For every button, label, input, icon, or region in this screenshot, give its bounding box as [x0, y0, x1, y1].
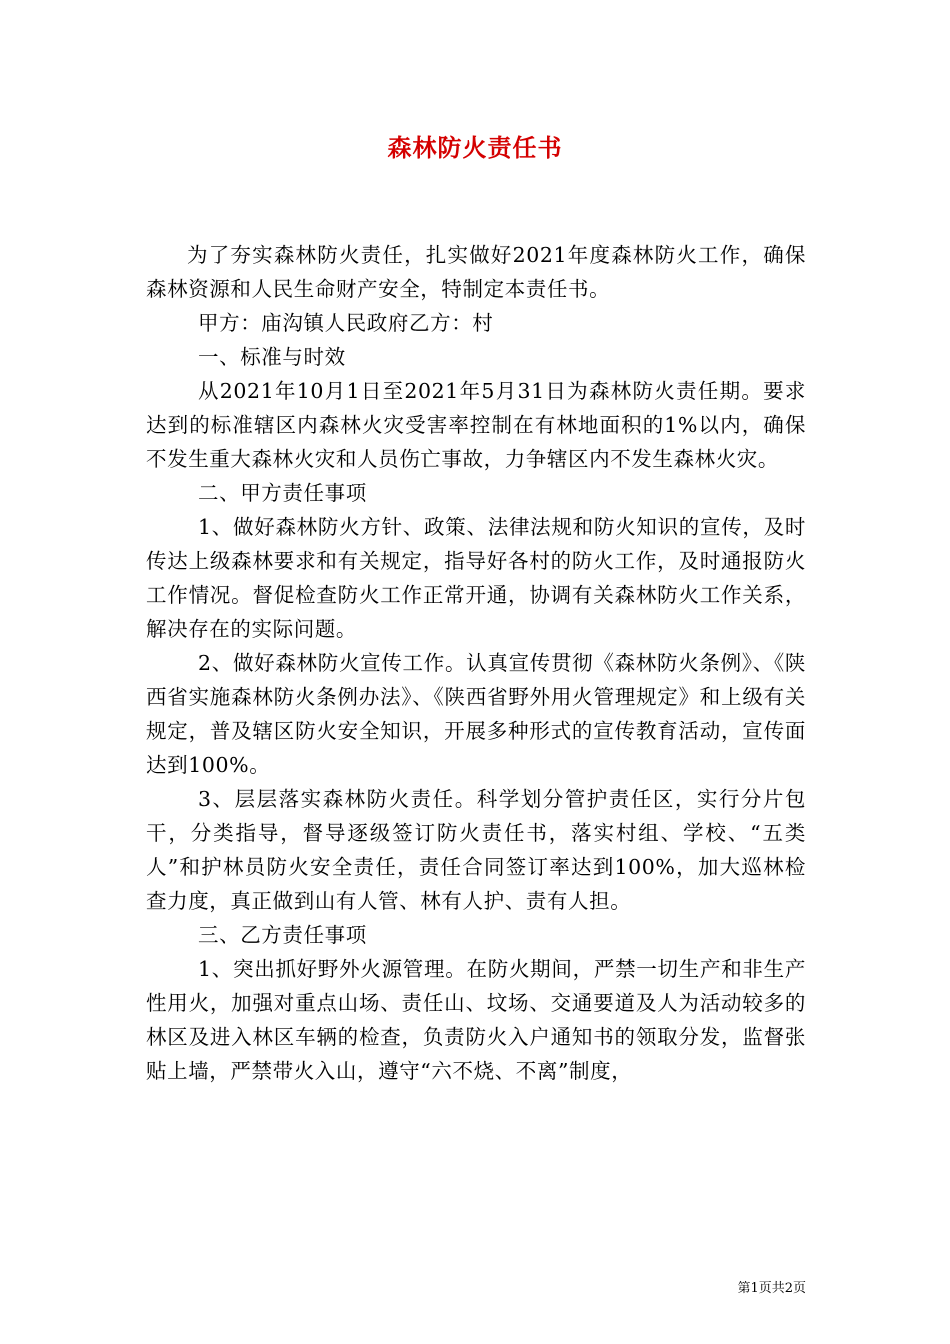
document-body: [146, 238, 806, 1088]
section-2-heading: 二、甲方责任事项: [198, 481, 367, 505]
section-1-paragraph: 从2021年10月1日至2021年5月31日为森林防火责任期。要求达到的标准辖区内森林火灾受害率控制在有林地面积的1%以内，确保不发生重大森林火灾和人员伤亡事故，力争辖区内不发生森林火灾。: [146, 379, 806, 471]
parties-line: 甲方：庙沟镇人民政府乙方：村: [198, 311, 494, 335]
section-2-item-2: 2、做好森林防火宣传工作。认真宣传贯彻《森林防火条例》、《陕西省实施森林防火条例办法》、《陕西省野外用火管理规定》和上级有关规定，普及辖区防火安全知识，开展多种形式的宣传教育活动，宣传面达到100%。: [146, 651, 806, 777]
section-3-item-1: 1、突出抓好野外火源管理。在防火期间，严禁一切生产和非生产性用火，加强对重点山场、责任山、坟场、交通要道及人为活动较多的林区及进入林区车辆的检查，负责防火入户通知书的领取分发，监督张贴上墙，严禁带火入山，遵守“六不烧、不离”制度，: [146, 957, 806, 1083]
intro-paragraph: 为了夯实森林防火责任，扎实做好2021年度森林防火工作，确保森林资源和人民生命财产安全，特制定本责任书。: [146, 243, 806, 301]
section-2-item-1: 1、做好森林防火方针、政策、法律法规和防火知识的宣传，及时传达上级森林要求和有关规定，指导好各村的防火工作，及时通报防火工作情况。督促检查防火工作正常开通，协调有关森林防火工作关系，解决存在的实际问题。: [146, 515, 806, 641]
section-3-heading: 三、乙方责任事项: [198, 923, 367, 947]
section-1-heading: 一、标准与时效: [198, 345, 346, 369]
section-2-item-3: 3、层层落实森林防火责任。科学划分管护责任区，实行分片包干，分类指导，督导逐级签订防火责任书，落实村组、学校、“五类人”和护林员防火安全责任，责任合同签订率达到100%，加大巡林检查力度，真正做到山有人管、林有人护、责有人担。: [146, 787, 806, 913]
page-number: 第1页共2页: [737, 1281, 806, 1296]
document-title: 森林防火责任书: [387, 133, 563, 162]
